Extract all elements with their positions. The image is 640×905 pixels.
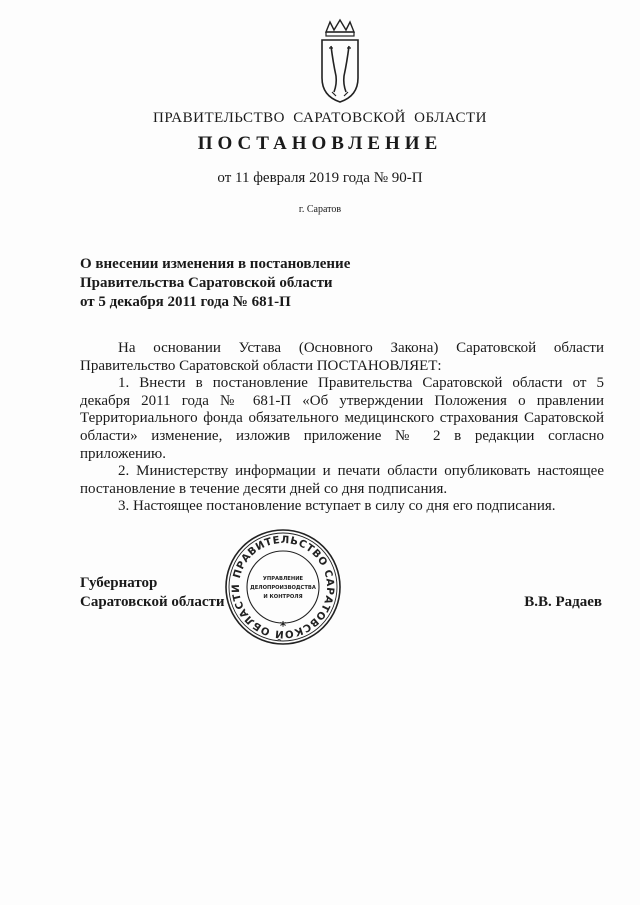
stamp-seal-icon [224,528,342,646]
government-header: ПРАВИТЕЛЬСТВО САРАТОВСКОЙ ОБЛАСТИ [153,110,487,126]
stamp-center-line: ДЕЛОПРОИЗВОДСТВА [250,585,316,591]
item-1-paragraph: 1. Внести в постановление Правительства Саратовской области от 5 декабря 2011 года № 681-П «Об утверждении Положения о правлении Территориального фонда обязательного медицинского страхования Саратовской области» изменение, изложив приложение № 2 в редакции согласно приложению. [80,375,604,462]
subject-line: Правительства Саратовской области [80,275,333,291]
stamp-ring-text: ПРАВИТЕЛЬСТВО САРАТОВСКОЙ ОБЛАСТИ [230,534,336,640]
signer-title-line: Саратовской области [80,594,225,610]
stamp-center-line: УПРАВЛЕНИЕ [262,576,304,582]
city-line: г. Саратов [298,204,342,215]
date-number-line: от 11 февраля 2019 года № 90-П [217,170,423,186]
stamp-center-line: И КОНТРОЛЯ [263,594,303,600]
subject-line: от 5 декабря 2011 года № 681-П [80,294,291,310]
subject-block [80,255,350,312]
document-type-title: ПОСТАНОВЛЕНИЕ [197,133,443,154]
signer-title-line: Губернатор [80,575,158,591]
stamp-star: * [279,619,287,633]
preamble-paragraph: На основании Устава (Основного Закона) Саратовской области Правительство Саратовской области ПОСТАНОВЛЯЕТ: [80,340,604,374]
subject-line: О внесении изменения в постановление [80,256,351,272]
official-stamp [224,528,342,646]
saratov-arms-icon [318,18,362,104]
document-body [80,340,604,516]
coat-of-arms-emblem [318,18,362,104]
signer-title [80,574,225,612]
signer-name: В.В. Радаев [524,594,602,610]
item-2-paragraph: 2. Министерству информации и печати области опубликовать настоящее постановление в течение десяти дней со дня подписания. [80,463,604,497]
item-3-paragraph: 3. Настоящее постановление вступает в силу со дня его подписания. [118,498,556,515]
